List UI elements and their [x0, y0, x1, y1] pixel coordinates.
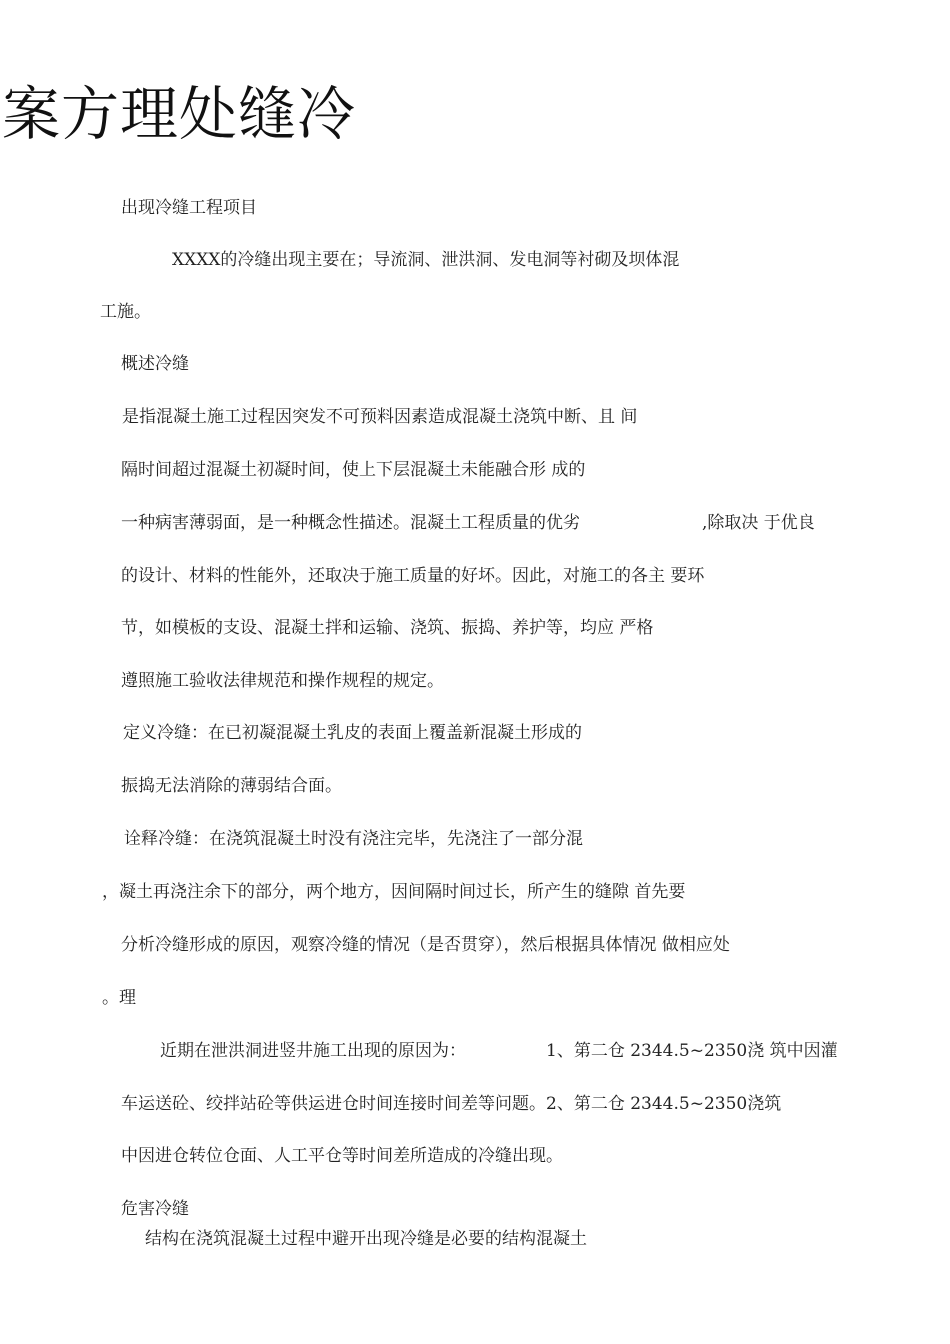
text-line: 是指混凝土施工过程因突发不可预料因素造成混凝土浇筑中断、且 间: [122, 407, 638, 427]
text-line: 近期在泄洪洞进竖井施工出现的原因为：: [160, 1041, 466, 1061]
section-heading: 概述冷缝: [121, 354, 189, 374]
text-line: 节，如模板的支设、混凝土拌和运输、浇筑、振捣、养护等，均应 严格: [121, 618, 654, 638]
text-line: 隔时间超过混凝土初凝时间，使上下层混凝土未能融合形 成的: [121, 460, 586, 480]
text-line: 遵照施工验收法律规范和操作规程的规定。: [121, 671, 444, 691]
text-line: 诠释冷缝：在浇筑混凝土时没有浇注完毕，先浇注了一部分混: [124, 829, 583, 849]
text-line: 。理: [102, 988, 136, 1008]
text-line: 振捣无法消除的薄弱结合面。: [121, 776, 342, 796]
text-line: XXXX的冷缝出现主要在；导流洞、泄洪洞、发电洞等衬砌及坝体混: [172, 250, 680, 270]
text-line: ，凝土再浇注余下的部分，两个地方，因间隔时间过长，所产生的缝隙 首先要: [102, 882, 686, 902]
text-line: ,除取决 于优良: [702, 513, 815, 533]
text-line: 结构在浇筑混凝土过程中避开出现冷缝是必要的结构混凝土: [145, 1229, 587, 1249]
text-line: 定义冷缝：在已初凝混凝土乳皮的表面上覆盖新混凝土形成的: [123, 723, 582, 743]
text-line: 1、第二仓 2344.5~2350浇 筑中因灌: [546, 1041, 838, 1061]
text-line: 的设计、材料的性能外，还取决于施工质量的好坏。因此，对施工的各主 要环: [121, 566, 705, 586]
text-line: 出现冷缝工程项目: [121, 198, 257, 218]
document-title: 案方理处缝冷: [2, 80, 357, 148]
text-line: 工施。: [100, 302, 151, 322]
text-line: 中因进仓转位仓面、人工平仓等时间差所造成的冷缝出现。: [121, 1146, 563, 1166]
text-line: 一种病害薄弱面，是一种概念性描述。混凝土工程质量的优劣: [121, 513, 580, 533]
text-line: 分析冷缝形成的原因，观察冷缝的情况（是否贯穿），然后根据具体情况 做相应处: [121, 935, 730, 955]
section-heading: 危害冷缝: [121, 1199, 189, 1219]
text-line: 车运送砼、绞拌站砼等供运进仓时间连接时间差等问题。2、第二仓 2344.5~2350浇筑: [121, 1094, 782, 1114]
